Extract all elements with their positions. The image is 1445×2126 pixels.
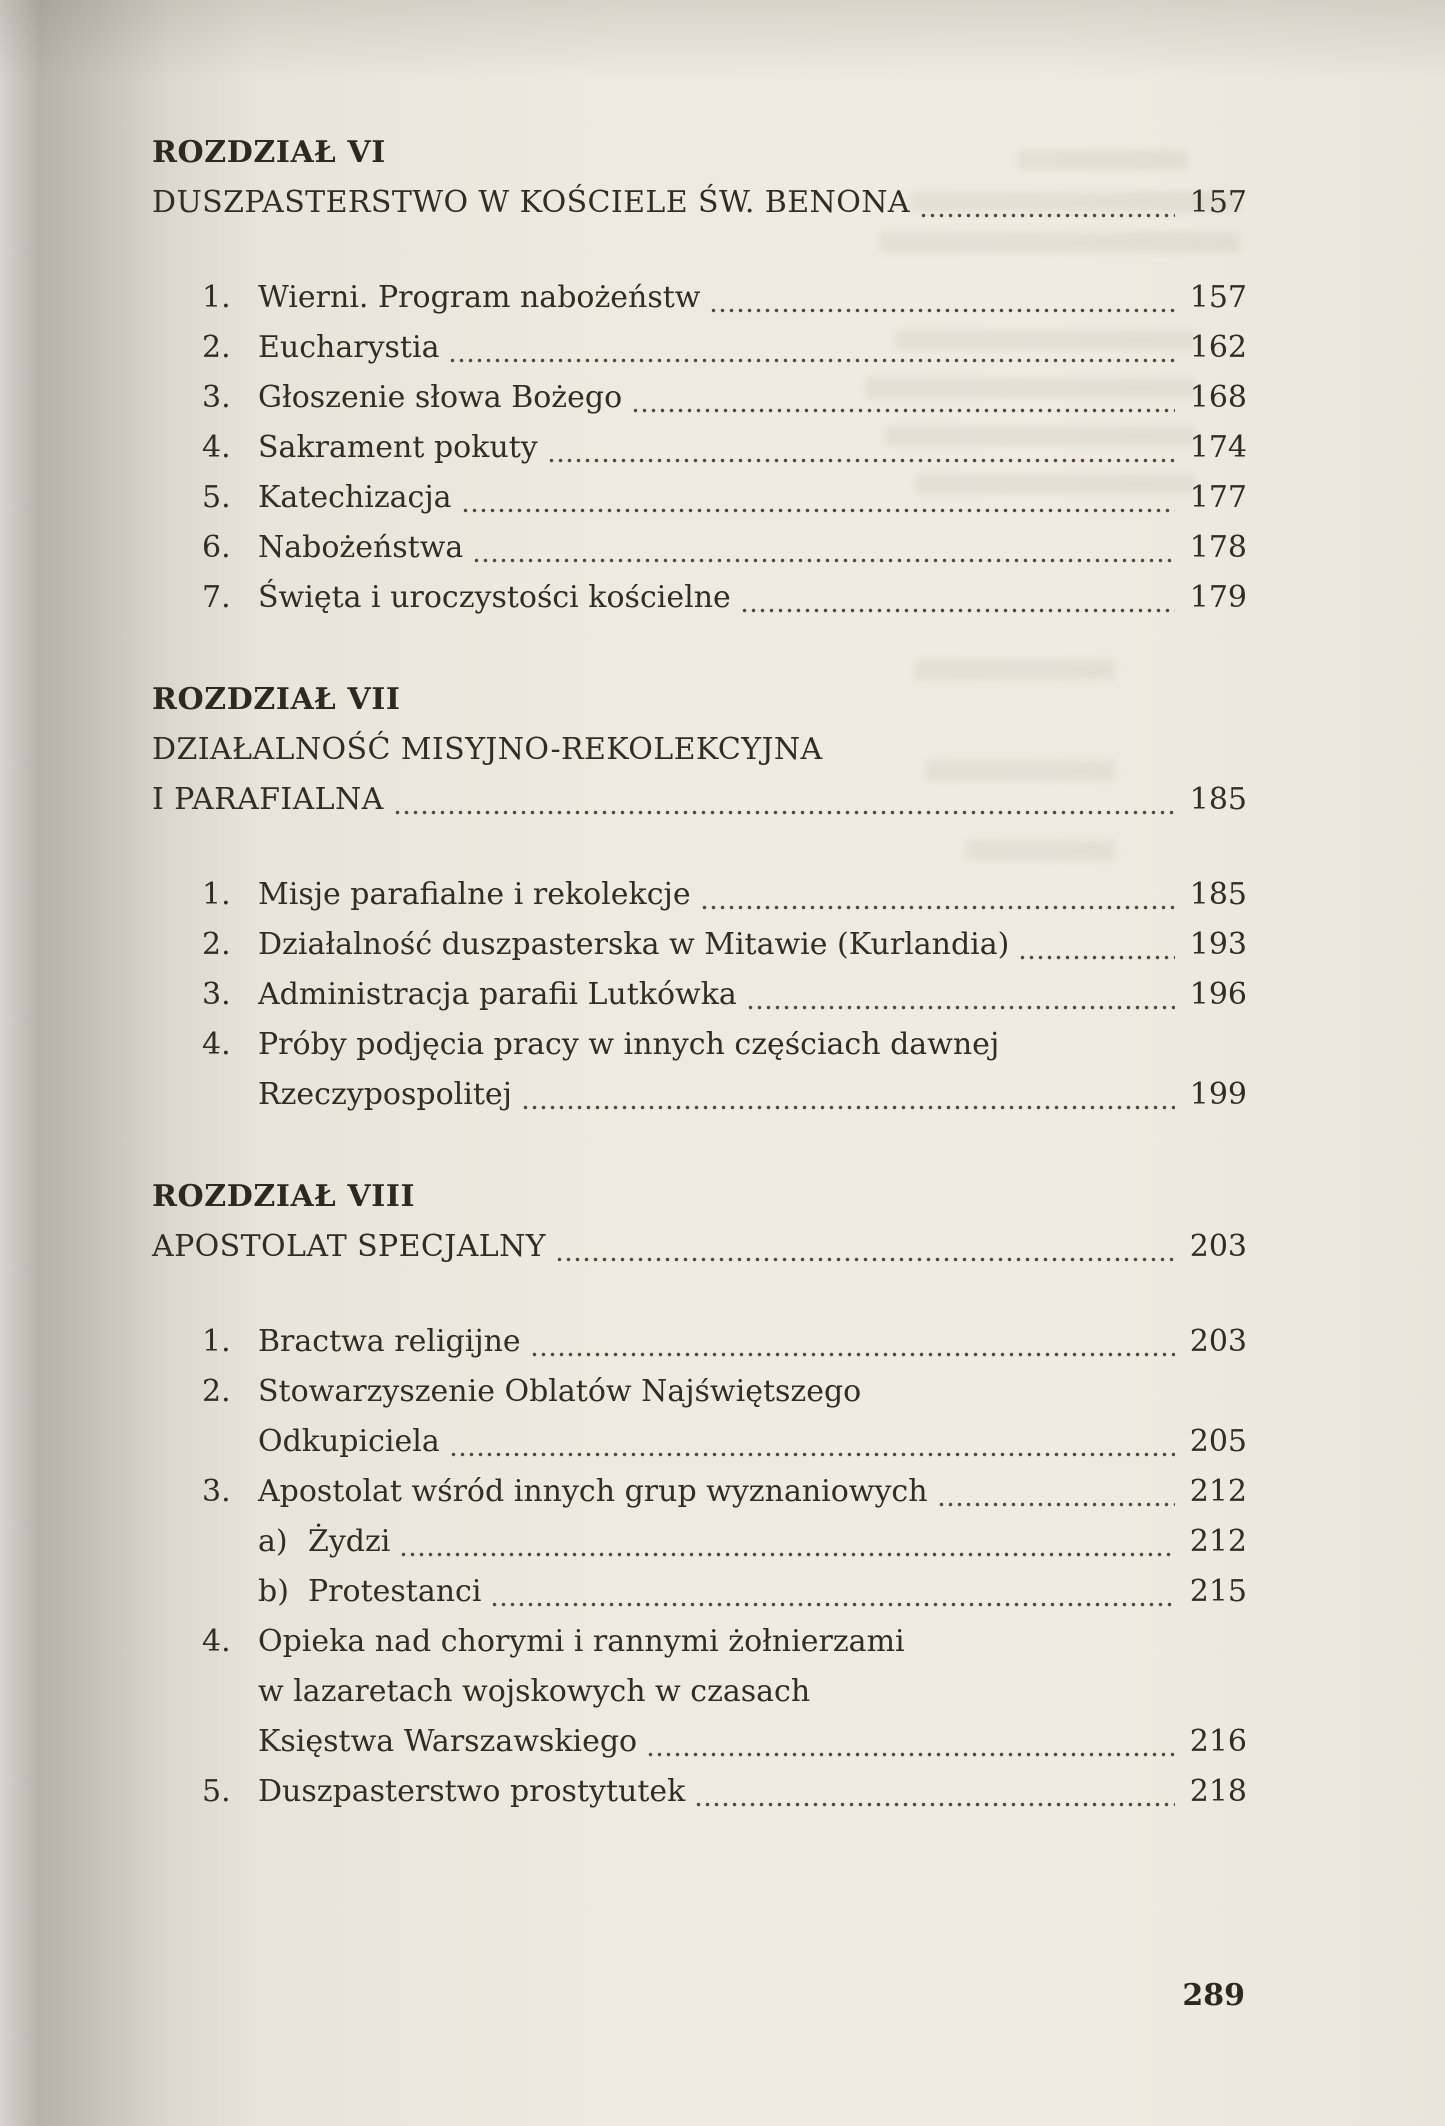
chapter-label: ROZDZIAŁ VII [152, 682, 401, 717]
entry-last-line [258, 473, 1247, 523]
dot-leader [694, 1802, 1175, 1807]
toc-entry [152, 920, 1247, 970]
entry-line [258, 1020, 1247, 1070]
footer-page-number: 289 [1182, 1978, 1245, 2013]
entry-number: 4. [202, 430, 231, 465]
chapter-entries [152, 273, 1247, 623]
entry-text: Księstwa Warszawskiego [258, 1724, 638, 1759]
entry-last-line [258, 1070, 1247, 1120]
entry-text: Próby podjęcia pracy w innych częściach dawnej [258, 1027, 1000, 1062]
entry-number: 5. [202, 1774, 231, 1809]
page-number: 185 [1189, 782, 1247, 817]
entry-text: Sakrament pokuty [258, 430, 538, 465]
entry-body [258, 920, 1247, 970]
entry-body [258, 373, 1247, 423]
page-number: 157 [1189, 280, 1247, 315]
chapter-title-text: I PARAFIALNA [152, 782, 384, 817]
dot-leader [393, 810, 1175, 815]
entry-line [258, 1617, 1247, 1667]
chapter-title [152, 1222, 1247, 1272]
entry-number: a) [258, 1524, 288, 1559]
entry-text: Katechizacja [258, 480, 452, 515]
chapter-title [152, 725, 1247, 825]
toc-entry [152, 1767, 1247, 1817]
entry-number: 1. [202, 877, 231, 912]
entry-number: b) [258, 1574, 289, 1609]
entry-last-line [258, 423, 1247, 473]
toc-entry [152, 273, 1247, 323]
entry-text: Duszpasterstwo prostytutek [258, 1774, 686, 1809]
entry-number: 2. [202, 330, 231, 365]
chapter-label: ROZDZIAŁ VIII [152, 1179, 416, 1214]
toc-entry [152, 1367, 1247, 1467]
chapter-title-line [152, 775, 1247, 825]
entry-last-line [258, 273, 1247, 323]
entry-line [258, 1667, 1247, 1717]
chapter-title-text: DUSZPASTERSTWO W KOŚCIELE ŚW. BENONA [152, 185, 910, 220]
entry-body [258, 423, 1247, 473]
entry-number: 3. [202, 380, 231, 415]
toc-entry [152, 1020, 1247, 1120]
dot-leader [448, 358, 1175, 363]
entry-body [258, 573, 1247, 623]
chapter-title-text: APOSTOLAT SPECJALNY [152, 1229, 546, 1264]
entry-text: Żydzi [308, 1524, 391, 1559]
dot-leader [700, 905, 1175, 910]
entry-text: Święta i uroczystości kościelne [258, 580, 731, 615]
page-number: 178 [1189, 530, 1247, 565]
entry-number: 3. [202, 977, 231, 1012]
entry-body [258, 273, 1247, 323]
entry-last-line [258, 1467, 1247, 1517]
entry-number: 1. [202, 1324, 231, 1359]
page-number: 203 [1189, 1324, 1247, 1359]
entry-last-line [258, 523, 1247, 573]
page-number: 212 [1189, 1524, 1247, 1559]
entry-number: 2. [202, 1374, 231, 1409]
toc-entry [152, 1617, 1247, 1767]
entry-body [258, 1767, 1247, 1817]
page-number: 177 [1189, 480, 1247, 515]
toc-entry [152, 523, 1247, 573]
dot-leader [740, 608, 1175, 613]
chapter-title [152, 178, 1247, 228]
entry-number: 4. [202, 1624, 231, 1659]
entry-body [258, 473, 1247, 523]
entry-body [258, 1617, 1247, 1767]
entry-text: Eucharystia [258, 330, 440, 365]
toc-entry [152, 423, 1247, 473]
page-number: 203 [1189, 1229, 1247, 1264]
page-number: 196 [1189, 977, 1247, 1012]
dot-leader [631, 408, 1175, 413]
entry-text: Wierni. Program nabożeństw [258, 280, 701, 315]
entry-text: Odkupiciela [258, 1424, 440, 1459]
entry-last-line [258, 323, 1247, 373]
chapter-entries [152, 870, 1247, 1120]
entry-last-line [258, 970, 1247, 1020]
table-of-contents [152, 128, 1247, 1869]
entry-text: Opieka nad chorymi i rannymi żołnierzami [258, 1624, 905, 1659]
entry-number: 4. [202, 1027, 231, 1062]
dot-leader [547, 458, 1175, 463]
entry-number: 6. [202, 530, 231, 565]
page-number: 174 [1189, 430, 1247, 465]
entry-body [258, 870, 1247, 920]
entry-text: w lazaretach wojskowych w czasach [258, 1674, 811, 1709]
entry-last-line [258, 573, 1247, 623]
entry-number: 2. [202, 927, 231, 962]
entry-body [258, 1367, 1247, 1467]
entry-body [308, 1567, 1247, 1617]
page-number: 168 [1189, 380, 1247, 415]
entry-last-line [258, 870, 1247, 920]
page-number: 157 [1189, 185, 1247, 220]
entry-text: Stowarzyszenie Oblatów Najświętszego [258, 1374, 862, 1409]
entry-text: Głoszenie słowa Bożego [258, 380, 623, 415]
dot-leader [521, 1105, 1175, 1110]
entry-body [258, 1317, 1247, 1367]
toc-entry [152, 1567, 1247, 1617]
page-number: 162 [1189, 330, 1247, 365]
dot-leader [530, 1352, 1175, 1357]
dot-leader [399, 1552, 1175, 1557]
entry-body [258, 970, 1247, 1020]
page-number: 193 [1189, 927, 1247, 962]
dot-leader [490, 1602, 1175, 1607]
toc-entry [152, 573, 1247, 623]
entry-text: Bractwa religijne [258, 1324, 521, 1359]
dot-leader [646, 1752, 1175, 1757]
page-number: 212 [1189, 1474, 1247, 1509]
page-number: 185 [1189, 877, 1247, 912]
entry-last-line [258, 373, 1247, 423]
dot-leader [555, 1257, 1175, 1262]
toc-entry [152, 970, 1247, 1020]
page-number: 205 [1189, 1424, 1247, 1459]
entry-text: Protestanci [308, 1574, 482, 1609]
entry-text: Nabożeństwa [258, 530, 464, 565]
entry-last-line [308, 1567, 1247, 1617]
chapter-label: ROZDZIAŁ VI [152, 135, 386, 170]
dot-leader [461, 508, 1175, 513]
entry-last-line [308, 1517, 1247, 1567]
chapter-entries [152, 1317, 1247, 1817]
toc-entry [152, 323, 1247, 373]
chapter-title-text: DZIAŁALNOŚĆ MISYJNO-REKOLEKCYJNA [152, 732, 823, 767]
toc-entry [152, 1517, 1247, 1567]
entry-body [258, 323, 1247, 373]
entry-last-line [258, 1317, 1247, 1367]
dot-leader [937, 1502, 1175, 1507]
entry-line [258, 1367, 1247, 1417]
dot-leader [746, 1005, 1175, 1010]
entry-text: Apostolat wśród innych grup wyznaniowych [258, 1474, 928, 1509]
page-number: 218 [1189, 1774, 1247, 1809]
entry-text: Misje parafialne i rekolekcje [258, 877, 691, 912]
chapter-title-line [152, 178, 1247, 228]
entry-text: Administracja parafii Lutkówka [258, 977, 737, 1012]
entry-last-line [258, 1717, 1247, 1767]
entry-number: 5. [202, 480, 231, 515]
entry-text: Działalność duszpasterska w Mitawie (Kurlandia) [258, 927, 1010, 962]
chapter-title-line [152, 1222, 1247, 1272]
dot-leader [472, 558, 1175, 563]
entry-body [258, 523, 1247, 573]
chapter-section [152, 675, 1247, 1120]
entry-number: 3. [202, 1474, 231, 1509]
toc-entry [152, 473, 1247, 523]
chapter-section [152, 128, 1247, 623]
page-number: 179 [1189, 580, 1247, 615]
entry-last-line [258, 1417, 1247, 1467]
entry-body [258, 1020, 1247, 1120]
dot-leader [1018, 955, 1175, 960]
chapter-title-line [152, 725, 1247, 775]
toc-entry [152, 870, 1247, 920]
entry-last-line [258, 1767, 1247, 1817]
entry-body [308, 1517, 1247, 1567]
entry-number: 1. [202, 280, 231, 315]
entry-text: Rzeczypospolitej [258, 1077, 512, 1112]
dot-leader [919, 213, 1175, 218]
page-number: 215 [1189, 1574, 1247, 1609]
entry-body [258, 1467, 1247, 1517]
toc-entry [152, 373, 1247, 423]
dot-leader [449, 1452, 1175, 1457]
dot-leader [709, 308, 1175, 313]
page-number: 199 [1189, 1077, 1247, 1112]
toc-entry [152, 1467, 1247, 1517]
entry-last-line [258, 920, 1247, 970]
entry-number: 7. [202, 580, 231, 615]
toc-entry [152, 1317, 1247, 1367]
chapter-section [152, 1172, 1247, 1817]
page-number: 216 [1189, 1724, 1247, 1759]
